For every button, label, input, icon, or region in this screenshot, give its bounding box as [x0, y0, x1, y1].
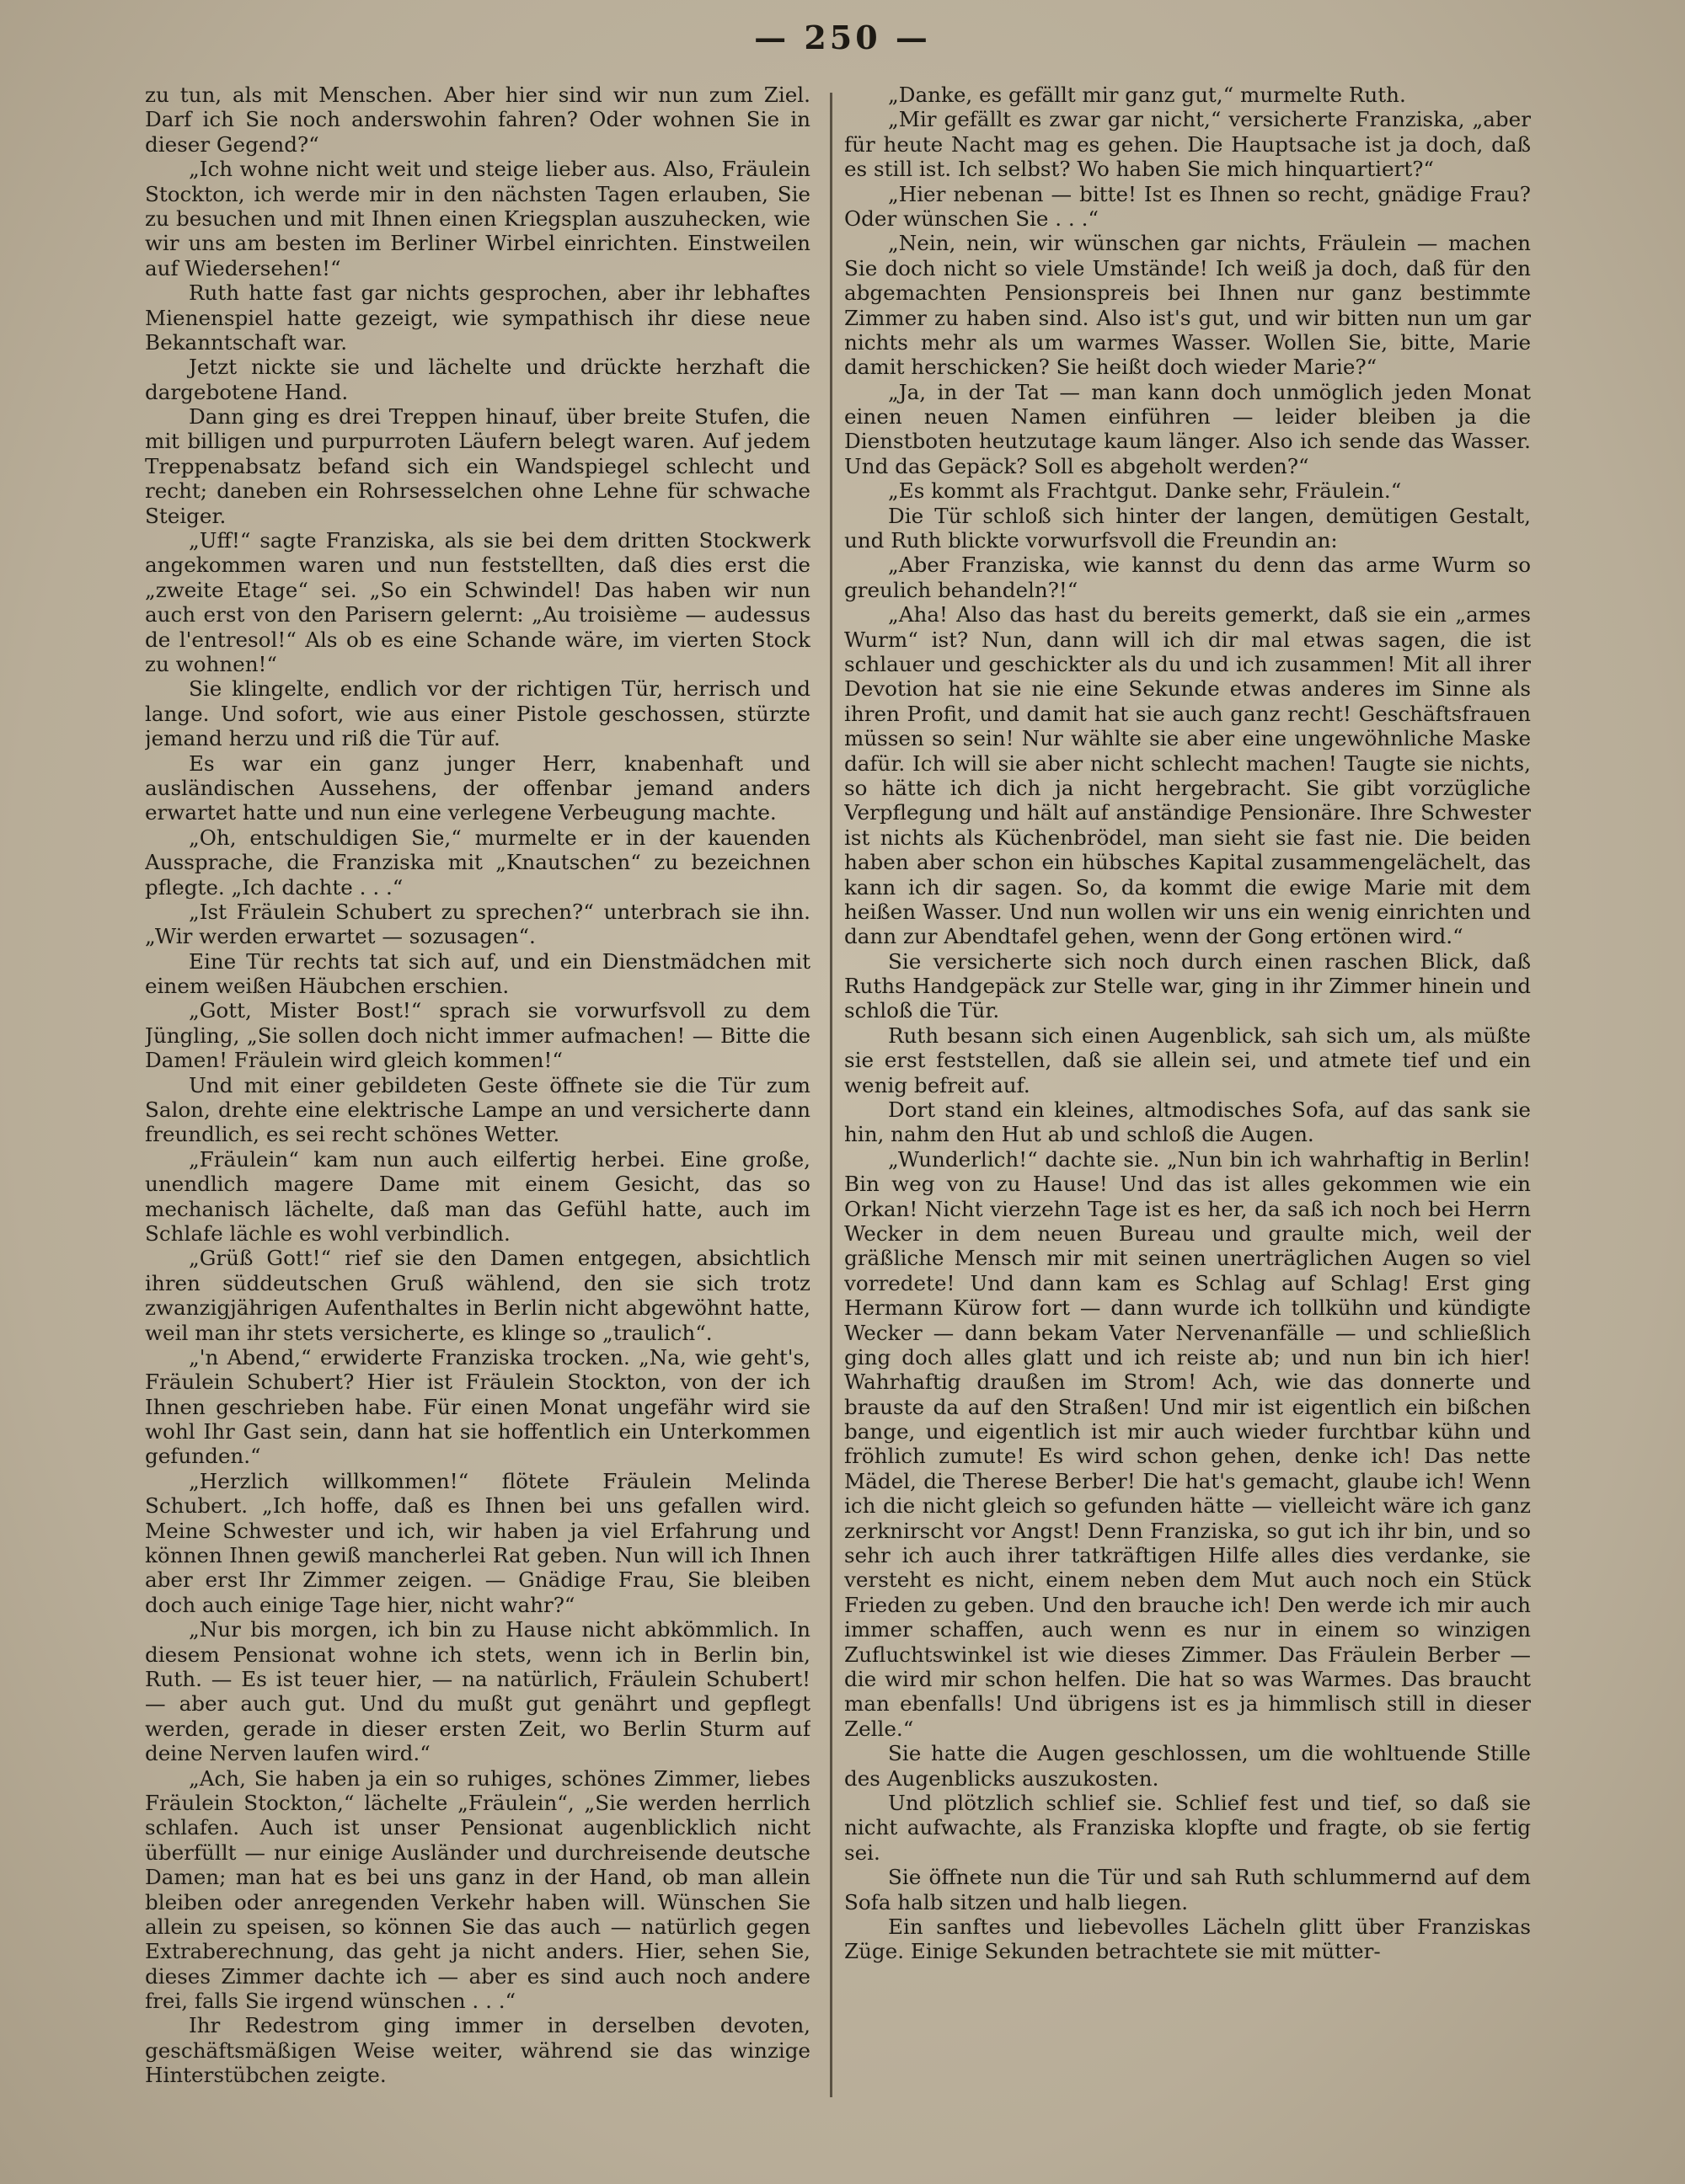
paragraph: „Grüß Gott!“ rief sie den Damen entgegen, absichtlich ihren süddeutschen Gruß wählend, den sie sich trotz zwanzigjährigen Aufenthaltes in Berlin nicht abgewöhnt hatte, weil man ihr stets versicherte, es klinge so „traulich“. — [145, 1246, 810, 1345]
paragraph: „Ach, Sie haben ja ein so ruhiges, schönes Zimmer, liebes Fräulein Stockton,“ lächelte „Fräulein“, „Sie werden herrlich schlafen. Auch ist unser Pensionat augenblicklich nicht überfüllt — nur einige Ausländer und durchreisende deutsche Damen; man hat es bei uns ganz in der Hand, ob man allein bleiben oder anregenden Verkehr haben will. Wünschen Sie allein zu speisen, so können Sie das auch — natürlich gegen Extraberechnung, das geht ja nicht anders. Hier, sehen Sie, dieses Zimmer dachte ich — aber es sind auch noch andere frei, falls Sie irgend wünschen . . .“ — [145, 1765, 810, 2014]
paragraph: Und mit einer gebildeten Geste öffnete sie die Tür zum Salon, drehte eine elektrische Lampe an und versicherte dann freundlich, es sei recht schönes Wetter. — [145, 1072, 810, 1147]
paragraph: „Es kommt als Frachtgut. Danke sehr, Fräulein.“ — [888, 478, 1402, 504]
paragraph: „Danke, es gefällt mir ganz gut,“ murmelte Ruth. — [888, 83, 1406, 107]
paragraph: Dort stand ein kleines, altmodisches Sofa, auf das sank sie hin, nahm den Hut ab und schloß die Augen. — [844, 1097, 1531, 1147]
paragraph: zu tun, als mit Menschen. Aber hier sind wir nun zum Ziel. Darf ich Sie noch anderswohin fahren? Oder wohnen Sie in dieser Gegend?“ — [145, 83, 810, 157]
paragraph: Sie versicherte sich noch durch einen raschen Blick, daß Ruths Handgepäck zur Stelle war, ging in ihr Zimmer hinein und schloß die Tür. — [844, 948, 1531, 1023]
paragraph: Die Tür schloß sich hinter der langen, demütigen Gestalt, und Ruth blickte vorwurfsvoll die Freundin an: — [844, 503, 1531, 553]
paragraph: „Aha! Also das hast du bereits gemerkt, daß sie ein „armes Wurm“ ist? Nun, dann will ich dir mal etwas sagen, die ist schlauer und geschickter als du und ich zusammen! Mit all ihrer Devotion hat sie nie eine Sekunde etwas anderes im Sinne als ihren Profit, und damit hat sie auch ganz recht! Geschäftsfrauen müssen so sein! Nur wählte sie aber eine ungewöhnliche Maske dafür. Ich will sie aber nicht schlecht machen! Taugte sie nichts, so hätte ich dich ja nicht hergebracht. Sie gibt vorzügliche Verpflegung und hält auf anständige Pensionäre. Ihre Schwester ist nichts als Küchenbrödel, man sieht sie fast nie. Die beiden haben aber schon ein hübsches Kapital zusammengelächelt, das kann ich dir sagen. So, da kommt die ewige Marie mit dem heißen Wasser. Und nun wollen wir uns ein wenig einrichten und dann zur Abendtafel gehen, wenn der Gong ertönen wird.“ — [844, 602, 1531, 949]
paragraph: „Uff!“ sagte Franziska, als sie bei dem dritten Stockwerk angekommen waren und nun feststellten, daß dies erst die „zweite Etage“ sei. „So ein Schwindel! Das haben wir nun auch erst von den Parisern gelernt: „Au troisième — audessus de l'entresol!“ Als ob es eine Schande wäre, im vierten Stock zu wohnen!“ — [145, 528, 810, 676]
text-column-left — [145, 83, 810, 2104]
paragraph: Und plötzlich schlief sie. Schlief fest und tief, so daß sie nicht aufwachte, als Franziska klopfte und fragte, ob sie fertig sei. — [844, 1790, 1531, 1865]
paragraph: „Aber Franziska, wie kannst du denn das arme Wurm so greulich behandeln?!“ — [844, 553, 1531, 602]
paragraph: „Fräulein“ kam nun auch eilfertig herbei. Eine große, unendlich magere Dame mit einem Gesicht, das so mechanisch lächelte, daß man das Gefühl hatte, auch im Schlafe lächle es wohl verbindlich. — [145, 1146, 810, 1246]
paragraph: „Wunderlich!“ dachte sie. „Nun bin ich wahrhaftig in Berlin! Bin weg von zu Hause! Und das ist alles gekommen wie ein Orkan! Nicht vierzehn Tage ist es her, da saß ich noch bei Herrn Wecker in dem neuen Bureau und graulte mich, weil der gräßliche Mensch mir mit seinen unerträglichen Augen so viel vorredete! Und dann kam es Schlag auf Schlag! Erst ging Hermann Kürow fort — dann wurde ich tollkühn und kündigte Wecker — dann bekam Vater Nervenanfälle — und schließlich ging doch alles glatt und ich reiste ab; und nun bin ich hier! Wahrhaftig draußen im Strom! Ach, wie das donnerte und brauste da auf den Straßen! Und mir ist eigentlich ein bißchen bange, und eigentlich ist mir auch wieder furchtbar kühn und fröhlich zumute! Es wird schon gehen, denke ich! Das nette Mädel, die Therese Berber! Die hat's gemacht, glaube ich! Wenn ich die nicht gleich so gefunden hätte — vielleicht wäre ich ganz zerknirscht vor Angst! Denn Franziska, so gut ich ihr bin, und so sehr ich auch ihrer tatkräftigen Hilfe alles dies verdanke, sie versteht es nicht, einem neben dem Mut auch noch ein Stück Frieden zu geben. Und den brauche ich! Den werde ich mir auch immer schaffen, auch wenn es nur in einem so winzigen Zufluchtswinkel ist wie dieses Zimmer. Das Fräulein Berber — die wird mir schon helfen. Die hat so was Warmes. Das braucht man ebenfalls! Und übrigens ist es ja himmlisch still in dieser Zelle.“ — [844, 1146, 1531, 1741]
text-column-right — [844, 83, 1531, 2104]
paragraph: „'n Abend,“ erwiderte Franziska trocken. „Na, wie geht's, Fräulein Schubert? Hier ist Fräulein Stockton, von der ich Ihnen geschrieben habe. Für einen Monat ungefähr wird sie wohl Ihr Gast sein, dann hat sie hoffentlich ein Unterkommen gefunden.“ — [145, 1344, 810, 1469]
paragraph: „Gott, Mister Bost!“ sprach sie vorwurfsvoll zu dem Jüngling, „Sie sollen doch nicht immer aufmachen! — Bitte die Damen! Fräulein wird gleich kommen!“ — [145, 998, 810, 1073]
paragraph: Sie öffnete nun die Tür und sah Ruth schlummernd auf dem Sofa halb sitzen und halb liegen. — [844, 1865, 1531, 1914]
paragraph: Sie klingelte, endlich vor der richtigen Tür, herrisch und lange. Und sofort, wie aus einer Pistole geschossen, stürzte jemand herzu und riß die Tür auf. — [145, 676, 810, 751]
paragraph: „Mir gefällt es zwar gar nicht,“ versicherte Franziska, „aber für heute Nacht mag es gehen. Die Hauptsache ist ja doch, daß es still ist. Ich selbst? Wo haben Sie mich hinquartiert?“ — [844, 107, 1531, 182]
paragraph: Sie hatte die Augen geschlossen, um die wohltuende Stille des Augenblicks auszukosten. — [844, 1741, 1531, 1791]
paragraph: „Ich wohne nicht weit und steige lieber aus. Also, Fräulein Stockton, ich werde mir in den nächsten Tagen erlauben, Sie zu besuchen und mit Ihnen einen Kriegsplan auszuhecken, wie wir uns am besten im Berliner Wirbel einrichten. Einstweilen auf Wiedersehen!“ — [145, 157, 810, 280]
paragraph: „Oh, entschuldigen Sie,“ murmelte er in der kauenden Aussprache, die Franziska mit „Knautschen“ zu bezeichnen pflegte. „Ich dachte . . .“ — [145, 825, 810, 900]
paragraph: „Herzlich willkommen!“ flötete Fräulein Melinda Schubert. „Ich hoffe, daß es Ihnen bei uns gefallen wird. Meine Schwester und ich, wir haben ja viel Erfahrung und können Ihnen gewiß mancherlei Rat geben. Nun will ich Ihnen aber erst Ihr Zimmer zeigen. — Gnädige Frau, Sie bleiben doch auch einige Tage hier, nicht wahr?“ — [145, 1468, 810, 1617]
paragraph: „Nur bis morgen, ich bin zu Hause nicht abkömmlich. In diesem Pensionat wohne ich stets, wenn ich in Berlin bin, Ruth. — Es ist teuer hier, — na natürlich, Fräulein Schubert! — aber auch gut. Und du mußt gut genährt und gepflegt werden, gerade in dieser ersten Zeit, wo Berlin Sturm auf deine Nerven laufen wird.“ — [145, 1617, 810, 1766]
paragraph: Ruth besann sich einen Augenblick, sah sich um, als müßte sie erst feststellen, daß sie allein sei, und atmete tief und ein wenig befreit auf. — [844, 1023, 1531, 1097]
paragraph: Jetzt nickte sie und lächelte und drückte herzhaft die dargebotene Hand. — [145, 355, 810, 404]
paragraph: Ein sanftes und liebevolles Lächeln glitt über Franziskas Züge. Einige Sekunden betrachtete sie mit mütter- — [844, 1914, 1531, 1964]
paragraph: Eine Tür rechts tat sich auf, und ein Dienstmädchen mit einem weißen Häubchen erschien. — [145, 948, 810, 999]
page-number: — 250 — — [754, 19, 931, 56]
column-divider — [830, 93, 832, 2097]
paragraph: „Hier nebenan — bitte! Ist es Ihnen so recht, gnädige Frau? Oder wünschen Sie . . .“ — [844, 181, 1531, 231]
paragraph: Ruth hatte fast gar nichts gesprochen, aber ihr lebhaftes Mienenspiel hatte gezeigt, wie sympathisch ihr diese neue Bekanntschaft war. — [145, 280, 810, 355]
paragraph: „Nein, nein, wir wünschen gar nichts, Fräulein — machen Sie doch nicht so viele Umstände! Ich weiß ja doch, daß für den abgemachten Pensionspreis bei Ihnen nur ganz bestimmte Zimmer zu haben sind. Also ist's gut, und wir bitten nun um gar nichts mehr als um warmes Wasser. Wollen Sie, bitte, Marie damit herschicken? Sie heißt doch wieder Marie?“ — [844, 231, 1531, 380]
paragraph: Ihr Redestrom ging immer in derselben devoten, geschäftsmäßigen Weise weiter, während sie das winzige Hinterstübchen zeigte. — [145, 2013, 810, 2088]
paragraph: „Ja, in der Tat — man kann doch unmöglich jeden Monat einen neuen Namen einführen — leider bleiben ja die Dienstboten heutzutage kaum länger. Also ich sende das Wasser. Und das Gepäck? Soll es abgeholt werden?“ — [844, 379, 1531, 478]
paragraph: Dann ging es drei Treppen hinauf, über breite Stufen, die mit billigen und purpurroten Läufern belegt waren. Auf jedem Treppenabsatz befand sich ein Wandspiegel schlecht und recht; daneben ein Rohrsesselchen ohne Lehne für schwache Steiger. — [145, 404, 810, 528]
paragraph: Es war ein ganz junger Herr, knabenhaft und ausländischen Aussehens, der offenbar jemand anders erwartet hatte und nun eine verlegene Verbeugung machte. — [145, 750, 810, 825]
paragraph: „Ist Fräulein Schubert zu sprechen?“ unterbrach sie ihn. „Wir werden erwartet — sozusagen“. — [145, 899, 810, 949]
